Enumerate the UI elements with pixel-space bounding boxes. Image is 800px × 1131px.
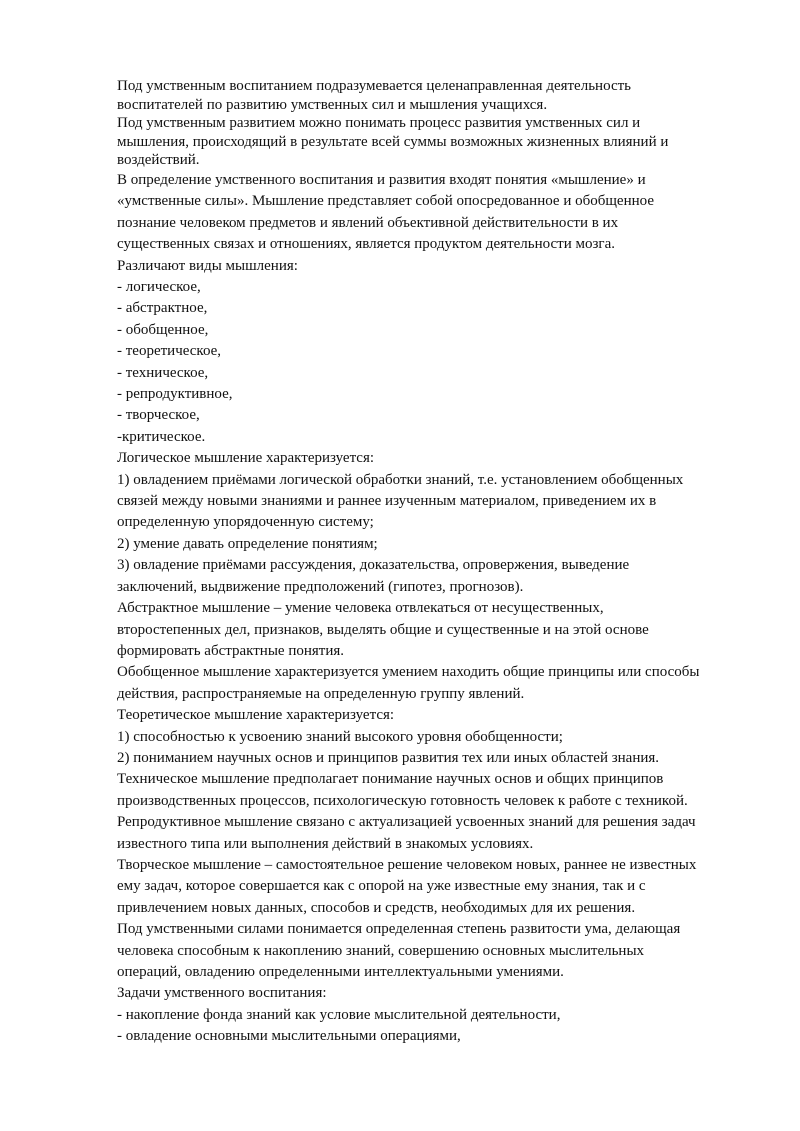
text-line: Под умственными силами понимается определенная степень развитости ума, делающая: [117, 921, 681, 938]
list-item: - техническое,: [117, 364, 209, 381]
text-line: привлечением новых данных, способов и средств, необходимых для их решения.: [117, 899, 636, 916]
text-line: 1) способностью к усвоению знаний высокого уровня обобщенности;: [117, 728, 563, 745]
text-line: Различают виды мышления:: [117, 257, 298, 274]
text-line: Творческое мышление – самостоятельное решение человеком новых, раннее не известных: [117, 856, 697, 873]
text-line: воздействий.: [117, 152, 200, 169]
text-line: связей между новыми знаниями и раннее изученным материалом, приведением их в: [117, 493, 657, 510]
list-item: -критическое.: [117, 428, 206, 445]
list-item: - абстрактное,: [117, 300, 208, 317]
text-line: 2) пониманием научных основ и принципов развития тех или иных областей знания.: [117, 749, 660, 766]
list-item: - репродуктивное,: [117, 386, 233, 403]
list-item: - логическое,: [117, 279, 201, 295]
text-line: «умственные силы». Мышление представляет собой опосредованное и обобщенное: [117, 193, 654, 210]
text-line: ему задач, которое совершается как с опорой на уже известные ему знания, так и с: [117, 878, 646, 895]
text-line: Задачи умственного воспитания:: [117, 985, 327, 1002]
text-line: действия, распространяемые на определенную группу явлений.: [117, 685, 525, 702]
list-item: - теоретическое,: [117, 343, 222, 360]
text-line: заключений, выдвижение предположений (гипотез, прогнозов).: [117, 578, 524, 595]
text-line: Техническое мышление предполагает понимание научных основ и общих принципов: [117, 771, 664, 788]
document-page: [117, 77, 757, 1048]
text-line: воспитателей по развитию умственных сил и мышления учащихся.: [117, 96, 548, 113]
text-line: Под умственным воспитанием подразумевается целенаправленная деятельность: [117, 78, 631, 94]
text-line: формировать абстрактные понятия.: [117, 642, 344, 659]
text-line: В определение умственного воспитания и развития входят понятия «мышление» и: [117, 171, 646, 188]
text-line: 2) умение давать определение понятиям;: [117, 535, 378, 552]
text-line: Обобщенное мышление характеризуется умением находить общие принципы или способы: [117, 664, 700, 681]
text-line: Логическое мышление характеризуется:: [117, 450, 375, 467]
text-line: человека способным к накоплению знаний, совершению основных мыслительных: [117, 942, 645, 959]
list-item: - накопление фонда знаний как условие мыслительной деятельности,: [117, 1006, 561, 1023]
text-line: Теоретическое мышление характеризуется:: [117, 707, 395, 724]
list-item: - обобщенное,: [117, 321, 209, 338]
list-item: - овладение основными мыслительными операциями,: [117, 1028, 461, 1045]
text-line: определенную упорядоченную систему;: [117, 514, 374, 531]
text-line: Абстрактное мышление – умение человека отвлекаться от несущественных,: [117, 600, 604, 617]
text-line: второстепенных дел, признаков, выделять общие и существенные и на этой основе: [117, 621, 649, 638]
text-line: Репродуктивное мышление связано с актуализацией усвоенных знаний для решения задач: [117, 814, 696, 831]
list-item: - творческое,: [117, 407, 200, 424]
text-line: производственных процессов, психологическую готовность человек к работе с техникой.: [117, 792, 688, 809]
text-line: известного типа или выполнения действий в знакомых условиях.: [117, 835, 534, 852]
text-line: операций, овладению определенными интеллектуальными умениями.: [117, 964, 564, 980]
text-line: существенных связах и отношениях, является продуктом деятельности мозга.: [117, 236, 615, 253]
text-line: мышления, происходящий в результате всей суммы возможных жизненных влияний и: [117, 133, 669, 150]
text-line: Под умственным развитием можно понимать процесс развития умственных сил и: [117, 115, 641, 132]
text-line: познание человеком предметов и явлений объективной действительности в их: [117, 214, 619, 231]
text-line: 1) овладением приёмами логической обработки знаний, т.е. установлением обобщенных: [117, 471, 684, 488]
text-line: 3) овладение приёмами рассуждения, доказательства, опровержения, выведение: [117, 557, 630, 574]
